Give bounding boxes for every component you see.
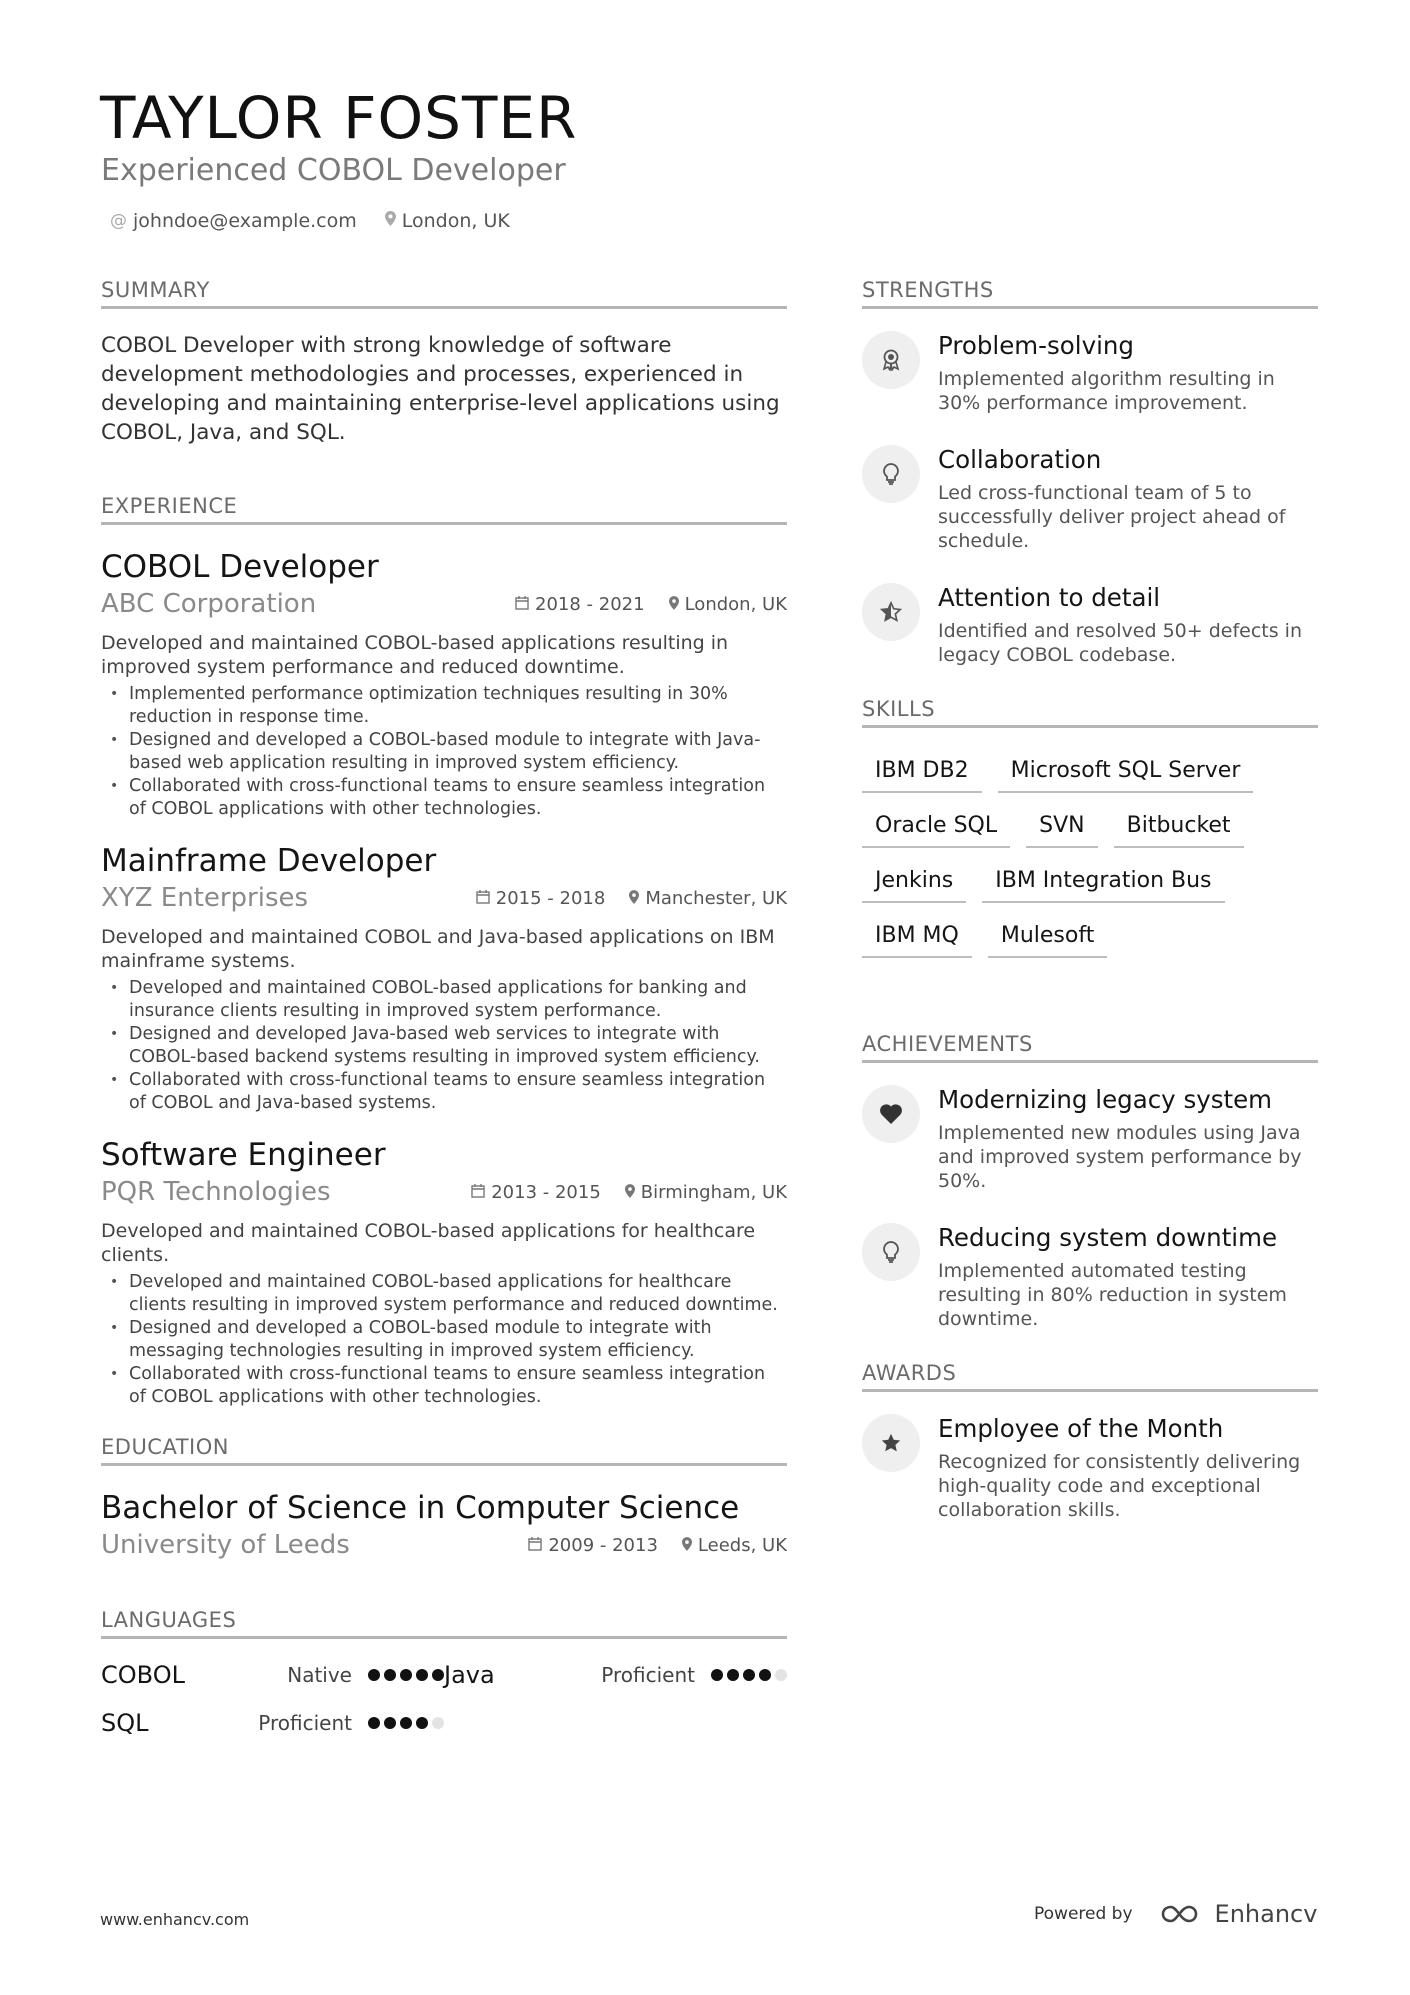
- at-icon: @: [110, 211, 127, 231]
- job-bullet: • Implemented performance optimization techniques resulting in 30% reduction in response time.: [101, 683, 787, 729]
- dates-text: 2009 - 2013: [548, 1534, 658, 1556]
- education-dates: [528, 1535, 658, 1556]
- star-icon: [862, 1414, 920, 1472]
- job-dates: [476, 888, 606, 909]
- section-heading: STRENGTHS: [862, 278, 1318, 309]
- location-text: Birmingham, UK: [640, 1181, 787, 1203]
- languages-section: [101, 1608, 787, 1737]
- language-item: [101, 1709, 444, 1737]
- powered-by-text: Powered by: [1034, 1904, 1133, 1924]
- location-text: London, UK: [401, 210, 510, 232]
- item-body: [938, 1085, 1318, 1193]
- skill-tag: IBM DB2: [862, 750, 982, 793]
- candidate-title: Experienced COBOL Developer: [101, 153, 566, 188]
- award-list: [862, 1414, 1318, 1522]
- skills-section: [862, 697, 1318, 958]
- item-description: Implemented automated testing resulting in 80% reduction in system downtime.: [938, 1260, 1287, 1330]
- job-meta: [476, 888, 787, 909]
- job-location: [629, 888, 787, 909]
- calendar-icon: [515, 595, 529, 614]
- item-title: Problem-solving: [938, 331, 1134, 360]
- job-meta: [515, 594, 787, 615]
- awards-section: [862, 1361, 1318, 1522]
- star-half-icon: [862, 583, 920, 641]
- dates-text: 2013 - 2015: [491, 1181, 601, 1203]
- job-title: Mainframe Developer: [101, 843, 437, 879]
- achievement-list: [862, 1085, 1318, 1331]
- language-rating: [368, 1717, 444, 1729]
- rating-dot: [743, 1669, 755, 1681]
- rating-dot: [400, 1717, 412, 1729]
- rating-dot: [384, 1717, 396, 1729]
- language-name: Java: [444, 1661, 495, 1689]
- item-title: Modernizing legacy system: [938, 1085, 1273, 1114]
- left-column: [101, 278, 787, 1737]
- contact-info: [110, 210, 510, 232]
- heart-icon: [862, 1085, 920, 1143]
- section-heading: SKILLS: [862, 697, 1318, 728]
- company-name: PQR Technologies: [101, 1177, 331, 1207]
- rating-dot: [416, 1717, 428, 1729]
- lightbulb-icon: [862, 1223, 920, 1281]
- rating-dot: [400, 1669, 412, 1681]
- job-bullet: • Collaborated with cross-functional teams to ensure seamless integration of COBOL applications with other technologies.: [101, 775, 787, 821]
- lightbulb-icon: [862, 445, 920, 503]
- job-meta-row: [101, 589, 787, 619]
- award-icon: [862, 331, 920, 389]
- skill-tag: IBM MQ: [862, 915, 972, 958]
- location-pin-icon: [669, 595, 679, 614]
- job-meta-row: [101, 883, 787, 913]
- contact-email[interactable]: [110, 210, 357, 232]
- job-bullet: • Designed and developed a COBOL-based module to integrate with messaging technologies resulting in improved system efficiency.: [101, 1317, 787, 1363]
- location-text: Manchester, UK: [645, 887, 787, 909]
- item-body: [938, 1414, 1318, 1522]
- rating-dot: [368, 1717, 380, 1729]
- school: University of Leeds: [101, 1530, 350, 1560]
- language-item: [444, 1661, 787, 1689]
- job-bullets: [101, 683, 787, 821]
- dates-text: 2015 - 2018: [495, 887, 606, 909]
- calendar-icon: [476, 889, 490, 908]
- strengths-item: [862, 445, 1318, 553]
- section-heading: SUMMARY: [101, 278, 787, 309]
- item-body: [938, 583, 1318, 667]
- job-meta: [471, 1182, 787, 1203]
- location-pin-icon: [625, 1183, 635, 1202]
- job-bullet: • Collaborated with cross-functional teams to ensure seamless integration of COBOL applications with other technologies.: [101, 1363, 787, 1409]
- summary-section: [101, 278, 787, 447]
- location-pin-icon: [629, 889, 639, 908]
- job-title: Software Engineer: [101, 1137, 386, 1173]
- company-name: ABC Corporation: [101, 589, 317, 619]
- item-body: [938, 1223, 1318, 1331]
- language-name: COBOL: [101, 1661, 185, 1689]
- location-pin-icon: [682, 1536, 692, 1555]
- section-heading: AWARDS: [862, 1361, 1318, 1392]
- rating-dot: [432, 1717, 444, 1729]
- rating-dot: [727, 1669, 739, 1681]
- enhancv-logo[interactable]: [1159, 1900, 1318, 1928]
- language-rating: [368, 1669, 444, 1681]
- rating-dot: [384, 1669, 396, 1681]
- section-heading: LANGUAGES: [101, 1608, 787, 1639]
- location-text: London, UK: [684, 593, 787, 615]
- job-location: [669, 594, 787, 615]
- footer-website[interactable]: www.enhancv.com: [100, 1910, 250, 1929]
- item-title: Attention to detail: [938, 583, 1161, 612]
- skill-tag: IBM Integration Bus: [982, 860, 1224, 903]
- achievements-section: [862, 1032, 1318, 1331]
- job-bullet: • Designed and developed a COBOL-based module to integrate with Java-based web application resulting in improved system efficiency.: [101, 729, 787, 775]
- rating-dot: [775, 1669, 787, 1681]
- job-description: Developed and maintained COBOL and Java-based applications on IBM mainframe systems.: [101, 926, 775, 972]
- strength-list: [862, 331, 1318, 667]
- awards-item: [862, 1414, 1318, 1522]
- language-item: [101, 1661, 444, 1689]
- rating-dot: [368, 1669, 380, 1681]
- skill-tag: Mulesoft: [988, 915, 1107, 958]
- job-location: [625, 1182, 787, 1203]
- location-pin-icon: [385, 211, 396, 231]
- language-level: Proficient: [258, 1711, 352, 1735]
- section-heading: EDUCATION: [101, 1435, 787, 1466]
- calendar-icon: [471, 1183, 485, 1202]
- language-rating: [711, 1669, 787, 1681]
- job-entry: [101, 1135, 787, 1409]
- skill-list: [862, 750, 1318, 958]
- item-title: Collaboration: [938, 445, 1102, 474]
- rating-dot: [711, 1669, 723, 1681]
- section-heading: EXPERIENCE: [101, 494, 787, 525]
- skill-tag: Oracle SQL: [862, 805, 1010, 848]
- enhancv-logo-icon: [1159, 1903, 1205, 1925]
- footer-branding: [1034, 1900, 1317, 1928]
- skill-tag: Bitbucket: [1114, 805, 1244, 848]
- location-text: Leeds, UK: [697, 1534, 787, 1556]
- item-description: Identified and resolved 50+ defects in legacy COBOL codebase.: [938, 620, 1303, 666]
- job-dates: [515, 594, 645, 615]
- job-bullet: • Designed and developed Java-based web services to integrate with COBOL-based backend systems resulting in improved system efficiency.: [101, 1023, 787, 1069]
- achievements-item: [862, 1085, 1318, 1193]
- job-dates: [471, 1182, 601, 1203]
- item-description: Recognized for consistently delivering high-quality code and exceptional collaboration skills.: [938, 1451, 1301, 1521]
- job-title: COBOL Developer: [101, 549, 379, 585]
- strengths-item: [862, 331, 1318, 415]
- rating-dot: [416, 1669, 428, 1681]
- job-bullet: • Developed and maintained COBOL-based applications for banking and insurance clients resulting in improved system performance.: [101, 977, 787, 1023]
- item-title: Reducing system downtime: [938, 1223, 1278, 1252]
- rating-dot: [432, 1669, 444, 1681]
- job-list: [101, 547, 787, 1409]
- company-name: XYZ Enterprises: [101, 883, 309, 913]
- candidate-name: TAYLOR FOSTER: [100, 84, 578, 152]
- item-description: Implemented new modules using Java and improved system performance by 50%.: [938, 1122, 1302, 1192]
- language-name: SQL: [101, 1709, 149, 1737]
- job-description: Developed and maintained COBOL-based applications resulting in improved system performance and reduced downtime.: [101, 632, 729, 678]
- skill-tag: Jenkins: [862, 860, 966, 903]
- item-description: Led cross-functional team of 5 to successfully deliver project ahead of schedule.: [938, 482, 1286, 552]
- language-list: [101, 1661, 787, 1737]
- contact-location: [385, 210, 510, 232]
- job-entry: [101, 547, 787, 821]
- brand-name: Enhancv: [1214, 1900, 1318, 1928]
- strengths-section: [862, 278, 1318, 667]
- item-description: Implemented algorithm resulting in 30% performance improvement.: [938, 368, 1275, 414]
- dates-text: 2018 - 2021: [535, 593, 645, 615]
- job-bullet: • Collaborated with cross-functional teams to ensure seamless integration of COBOL and Java-based systems.: [101, 1069, 787, 1115]
- right-column: [862, 278, 1318, 1552]
- experience-section: [101, 494, 787, 1409]
- summary-text: COBOL Developer with strong knowledge of software development methodologies and processes, experienced in developing and maintaining enterprise-level applications using COBOL, Java, and SQL.: [101, 333, 780, 445]
- item-title: Employee of the Month: [938, 1414, 1224, 1443]
- item-body: [938, 331, 1318, 415]
- education-section: [101, 1435, 787, 1560]
- job-entry: [101, 841, 787, 1115]
- achievements-item: [862, 1223, 1318, 1331]
- language-level: Native: [287, 1663, 352, 1687]
- job-meta-row: [101, 1177, 787, 1207]
- language-level: Proficient: [601, 1663, 695, 1687]
- education-meta-row: [101, 1530, 787, 1560]
- section-heading: ACHIEVEMENTS: [862, 1032, 1318, 1063]
- email-text: johndoe@example.com: [133, 210, 357, 232]
- skill-tag: SVN: [1026, 805, 1097, 848]
- item-body: [938, 445, 1318, 553]
- strengths-item: [862, 583, 1318, 667]
- education-location: [682, 1535, 787, 1556]
- skill-tag: Microsoft SQL Server: [998, 750, 1254, 793]
- calendar-icon: [528, 1536, 542, 1555]
- education-meta: [528, 1535, 787, 1556]
- rating-dot: [759, 1669, 771, 1681]
- job-description: Developed and maintained COBOL-based applications for healthcare clients.: [101, 1220, 756, 1266]
- job-bullet: • Developed and maintained COBOL-based applications for healthcare clients resulting in improved system performance and reduced downtime.: [101, 1271, 787, 1317]
- degree: Bachelor of Science in Computer Science: [101, 1490, 740, 1526]
- job-bullets: [101, 1271, 787, 1409]
- job-bullets: [101, 977, 787, 1115]
